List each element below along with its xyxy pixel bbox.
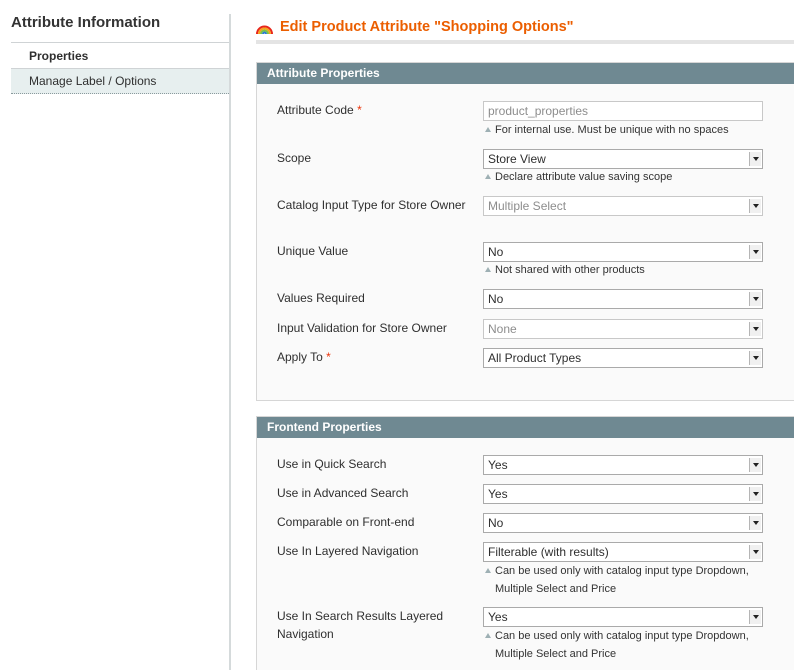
scope-select[interactable]: Store View — [483, 149, 763, 169]
chevron-down-icon — [749, 487, 761, 501]
values-required-select[interactable]: No — [483, 289, 763, 309]
chevron-down-icon — [749, 292, 761, 306]
chevron-down-icon — [749, 516, 761, 530]
input-type-label: Catalog Input Type for Store Owner — [277, 198, 466, 212]
input-validation-select[interactable]: None — [483, 319, 763, 339]
unique-value-select[interactable]: No — [483, 242, 763, 262]
required-marker: * — [357, 103, 362, 117]
tab-manage-label-options[interactable]: Manage Label / Options — [11, 69, 231, 94]
sidebar — [11, 14, 231, 94]
sidebar-title: Attribute Information — [11, 14, 231, 43]
comparable-select[interactable]: No — [483, 513, 763, 533]
scope-note: Declare attribute value saving scope — [483, 168, 773, 186]
sidebar-tabs — [11, 44, 231, 94]
values-required-label: Values Required — [277, 291, 365, 305]
chevron-down-icon — [749, 610, 761, 624]
frontend-properties-section — [256, 416, 794, 670]
search-layered-nav-label: Use In Search Results Layered Navigation — [277, 609, 444, 641]
chevron-down-icon — [749, 199, 761, 213]
chevron-down-icon — [749, 545, 761, 559]
layered-nav-note: Can be used only with catalog input type Dropdown, Multiple Select and Price — [483, 562, 773, 598]
scope-label: Scope — [277, 151, 312, 165]
tab-properties[interactable]: Properties — [11, 44, 231, 69]
chevron-down-icon — [749, 245, 761, 259]
sidebar-divider — [229, 14, 231, 670]
chevron-down-icon — [749, 458, 761, 472]
page-header — [256, 14, 794, 44]
attribute-code-label: Attribute Code * — [277, 103, 362, 117]
rainbow-icon — [256, 18, 273, 35]
attribute-properties-section — [256, 62, 794, 401]
search-layered-nav-select[interactable]: Yes — [483, 607, 763, 627]
apply-to-label: Apply To * — [277, 350, 331, 364]
chevron-down-icon — [749, 152, 761, 166]
apply-to-select[interactable]: All Product Types — [483, 348, 763, 368]
search-layered-nav-note: Can be used only with catalog input type Dropdown, Multiple Select and Price — [483, 627, 773, 663]
attribute-properties-header: Attribute Properties — [257, 63, 794, 84]
comparable-label: Comparable on Front-end — [277, 515, 415, 529]
quick-search-select[interactable]: Yes — [483, 455, 763, 475]
input-type-select[interactable]: Multiple Select — [483, 196, 763, 216]
unique-value-note: Not shared with other products — [483, 261, 773, 279]
quick-search-label: Use in Quick Search — [277, 457, 387, 471]
chevron-down-icon — [749, 322, 761, 336]
required-marker: * — [326, 350, 331, 364]
frontend-properties-header: Frontend Properties — [257, 417, 794, 438]
attribute-code-note: For internal use. Must be unique with no spaces — [483, 121, 773, 139]
chevron-down-icon — [749, 351, 761, 365]
input-validation-label: Input Validation for Store Owner — [277, 321, 447, 335]
attribute-code-input[interactable]: product_properties — [483, 101, 763, 121]
layered-nav-select[interactable]: Filterable (with results) — [483, 542, 763, 562]
advanced-search-label: Use in Advanced Search — [277, 486, 409, 500]
layered-nav-label: Use In Layered Navigation — [277, 544, 419, 558]
unique-value-label: Unique Value — [277, 244, 349, 258]
advanced-search-select[interactable]: Yes — [483, 484, 763, 504]
page-title: Edit Product Attribute "Shopping Options" — [280, 19, 574, 35]
